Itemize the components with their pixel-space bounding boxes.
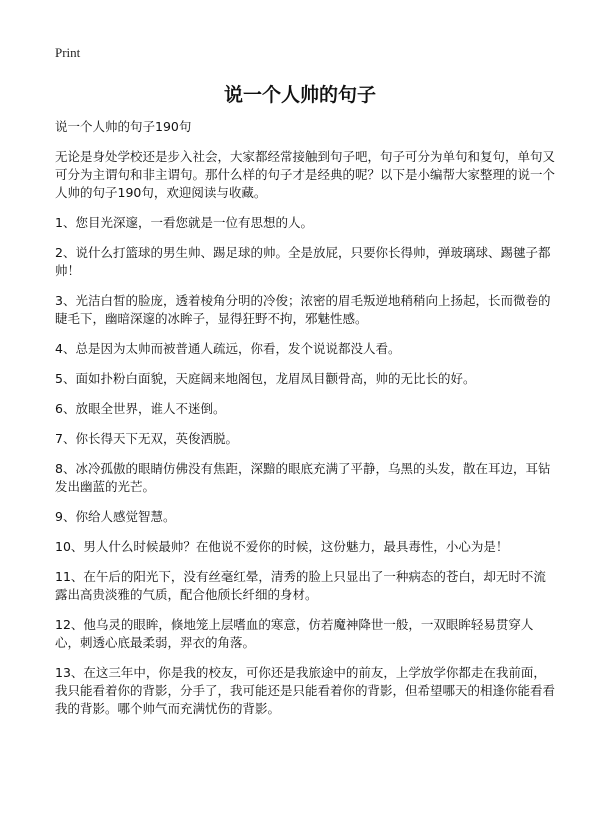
list-item: 10、男人什么时候最帅？在他说不爱你的时候，这份魅力，最具毒性，小心为是！ <box>55 539 509 554</box>
list-item: 12、他乌灵的眼眸，倏地笼上层嗜血的寒意，仿若魔神降世一般，一双眼眸轻易贯穿人心，刺透心底最柔弱，羿衣的角落。 <box>55 617 534 650</box>
list-item: 2、说什么打篮球的男生帅、踢足球的帅。全是放屁，只要你长得帅，弹玻璃球、踢毽子都帅！ <box>55 245 551 278</box>
document-subtitle: 说一个人帅的句子190句 <box>55 119 192 134</box>
list-item: 6、放眼全世界，谁人不迷倒。 <box>55 401 226 416</box>
list-item: 7、你长得天下无双，英俊洒脱。 <box>55 431 238 446</box>
page-title: 说一个人帅的句子 <box>223 84 376 106</box>
list-item: 9、你给人感觉智慧。 <box>55 509 176 524</box>
list-item: 4、总是因为太帅而被普通人疏远，你看，发个说说都没人看。 <box>55 341 401 356</box>
list-item: 1、您目光深邃，一看您就是一位有思想的人。 <box>55 215 313 230</box>
list-item: 5、面如扑粉白面貌，天庭阔来地阁包，龙眉凤目颧骨高，帅的无比长的好。 <box>55 371 476 386</box>
intro-paragraph: 无论是身处学校还是步入社会，大家都经常接触到句子吧，句子可分为单句和复句，单句又可分为主谓句和非主谓句。那什么样的句子才是经典的呢？以下是小编帮大家整理的说一个人帅的句子190句，欢迎阅读与收藏。 <box>55 149 556 200</box>
list-item: 13、在这三年中，你是我的校友，可你还是我旅途中的前友，上学放学你都走在我前面，我只能看着你的背影，分手了，我可能还是只能看着你的背影，但希望哪天的相逢你能看看我的背影。哪个帅气而充满忧伤的背影。 <box>55 665 556 716</box>
list-item: 8、冰冷孤傲的眼睛仿佛没有焦距，深黯的眼底充满了平静，乌黑的头发，散在耳边，耳钻发出幽蓝的光芒。 <box>55 461 551 494</box>
list-item: 3、光洁白皙的脸庞，透着棱角分明的冷俊；浓密的眉毛叛逆地稍稍向上扬起，长而微卷的睫毛下，幽暗深邃的冰眸子，显得狂野不拘，邪魅性感。 <box>55 293 551 326</box>
document-body <box>55 118 555 730</box>
list-item: 11、在午后的阳光下，没有丝毫红晕，清秀的脸上只显出了一种病态的苍白，却无时不流露出高贵淡雅的气质，配合他颀长纤细的身材。 <box>55 569 546 602</box>
print-link[interactable]: Print <box>55 45 81 60</box>
